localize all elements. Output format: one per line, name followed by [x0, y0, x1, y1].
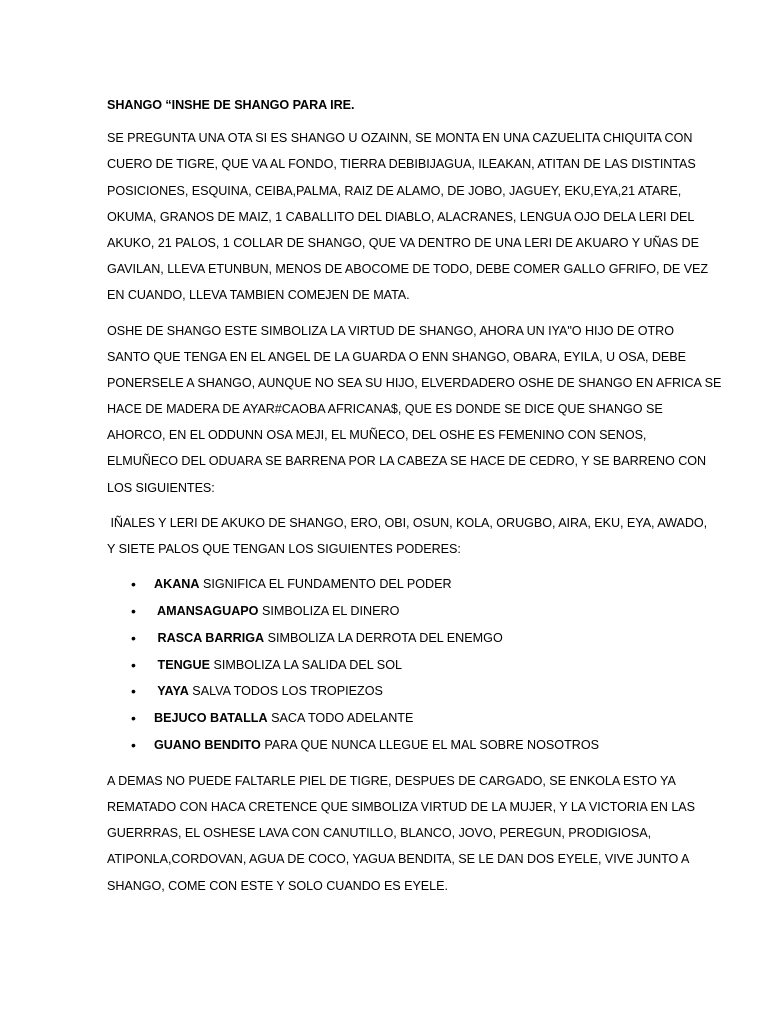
paragraph-3 [107, 510, 708, 562]
paragraph-4 [107, 768, 695, 899]
paragraph-line: OSHE DE SHANGO ESTE SIMBOLIZA LA VIRTUD DE SHANGO, AHORA UN IYA"O HIJO DE OTRO [107, 323, 674, 338]
paragraph-line: CUERO DE TIGRE, QUE VA AL FONDO, TIERRA DEBIBIJAGUA, ILEAKAN, ATITAN DE LAS DISTINTAS [107, 157, 696, 172]
bullet-term: YAYA [154, 684, 189, 699]
list-item [107, 732, 663, 759]
paragraph-line: IÑALES Y LERI DE AKUKO DE SHANGO, ERO, OBI, OSUN, KOLA, ORUGBO, AIRA, EKU, EYA, AWADO, [107, 515, 708, 530]
bullet-term: AKANA [154, 577, 200, 592]
paragraph-line: EN CUANDO, LLEVA TAMBIEN COMEJEN DE MATA. [107, 288, 410, 303]
paragraph-line: SE PREGUNTA UNA OTA SI ES SHANGO U OZAINN, SE MONTA EN UNA CAZUELITA CHIQUITA CON [107, 131, 693, 146]
paragraph-line: PONERSELE A SHANGO, AUNQUE NO SEA SU HIJO, ELVERDADERO OSHE DE SHANGO EN AFRICA SE [107, 375, 722, 390]
paragraph-line: REMATADO CON HACA CRETENCE QUE SIMBOLIZA VIRTUD DE LA MUJER, Y LA VICTORIA EN LAS [107, 799, 695, 814]
bullet-icon: • [131, 710, 136, 727]
bullet-icon: • [131, 656, 136, 673]
bullet-icon: • [131, 576, 136, 593]
list-item [107, 705, 663, 732]
bullet-description: SIMBOLIZA LA SALIDA DEL SOL [209, 657, 403, 672]
bullet-icon: • [131, 736, 136, 753]
bullet-term: RASCA BARRIGA [154, 630, 265, 645]
paragraph-line: HACE DE MADERA DE AYAR#CAOBA AFRICANA$, QUE ES DONDE SE DICE QUE SHANGO SE [107, 402, 663, 417]
bullet-description: SIMBOLIZA EL DINERO [258, 603, 400, 618]
document-title: SHANGO “INSHE DE SHANGO PARA IRE. [107, 98, 355, 112]
paragraph-line: AHORCO, EN EL ODDUNN OSA MEJI, EL MUÑECO, DEL OSHE ES FEMENINO CON SENOS, [107, 428, 647, 443]
paragraph-line: GAVILAN, LLEVA ETUNBUN, MENOS DE ABOCOME DE TODO, DEBE COMER GALLO GFRIFO, DE VEZ [107, 262, 709, 277]
paragraph-line: Y SIETE PALOS QUE TENGAN LOS SIGUIENTES PODERES: [107, 542, 461, 556]
bullet-description: PARA QUE NUNCA LLEGUE EL MAL SOBRE NOSOTROS [260, 737, 600, 752]
paragraph-2 [107, 318, 722, 501]
bullet-list [107, 571, 663, 759]
bullet-description: SALVA TODOS LOS TROPIEZOS [188, 684, 383, 699]
list-item [107, 598, 663, 625]
paragraph-line: GUERRRAS, EL OSHESE LAVA CON CANUTILLO, BLANCO, JOVO, PEREGUN, PRODIGIOSA, [107, 826, 652, 841]
paragraph-line: ATIPONLA,CORDOVAN, AGUA DE COCO, YAGUA BENDITA, SE LE DAN DOS EYELE, VIVE JUNTO A [107, 852, 690, 867]
paragraph-line: A DEMAS NO PUEDE FALTARLE PIEL DE TIGRE, DESPUES DE CARGADO, SE ENKOLA ESTO YA [107, 773, 676, 788]
paragraph-line: POSICIONES, ESQUINA, CEIBA,PALMA, RAIZ DE ALAMO, DE JOBO, JAGUEY, EKU,EYA,21 ATARE, [107, 183, 682, 198]
bullet-term: AMANSAGUAPO [154, 603, 259, 618]
paragraph-line: SANTO QUE TENGA EN EL ANGEL DE LA GUARDA O ENN SHANGO, OBARA, EYILA, U OSA, DEBE [107, 349, 686, 364]
paragraph-line: SHANGO, COME CON ESTE Y SOLO CUANDO ES EYELE. [107, 878, 448, 893]
bullet-description: SIGNIFICA EL FUNDAMENTO DEL PODER [199, 577, 452, 592]
bullet-term: BEJUCO BATALLA [154, 711, 268, 726]
list-item [107, 678, 663, 705]
document-body [107, 92, 722, 908]
list-item [107, 571, 663, 598]
paragraph-line: OKUMA, GRANOS DE MAIZ, 1 CABALLITO DEL DIABLO, ALACRANES, LENGUA OJO DELA LERI DEL [107, 209, 695, 224]
paragraph-1 [107, 125, 709, 308]
bullet-term: GUANO BENDITO [154, 737, 261, 752]
bullet-description: SACA TODO ADELANTE [267, 711, 414, 726]
bullet-icon: • [131, 602, 136, 619]
paragraph-line: AKUKO, 21 PALOS, 1 COLLAR DE SHANGO, QUE VA DENTRO DE UNA LERI DE AKUARO Y UÑAS DE [107, 235, 699, 250]
list-item [107, 625, 663, 652]
bullet-icon: • [131, 683, 136, 700]
bullet-icon: • [131, 629, 136, 646]
bullet-term: TENGUE [154, 657, 210, 672]
paragraph-line: LOS SIGUIENTES: [107, 480, 215, 495]
paragraph-line: ELMUÑECO DEL ODUARA SE BARRENA POR LA CABEZA SE HACE DE CEDRO, Y SE BARRENO CON [107, 454, 707, 469]
list-item [107, 652, 663, 679]
bullet-description: SIMBOLIZA LA DERROTA DEL ENEMGO [264, 630, 503, 645]
